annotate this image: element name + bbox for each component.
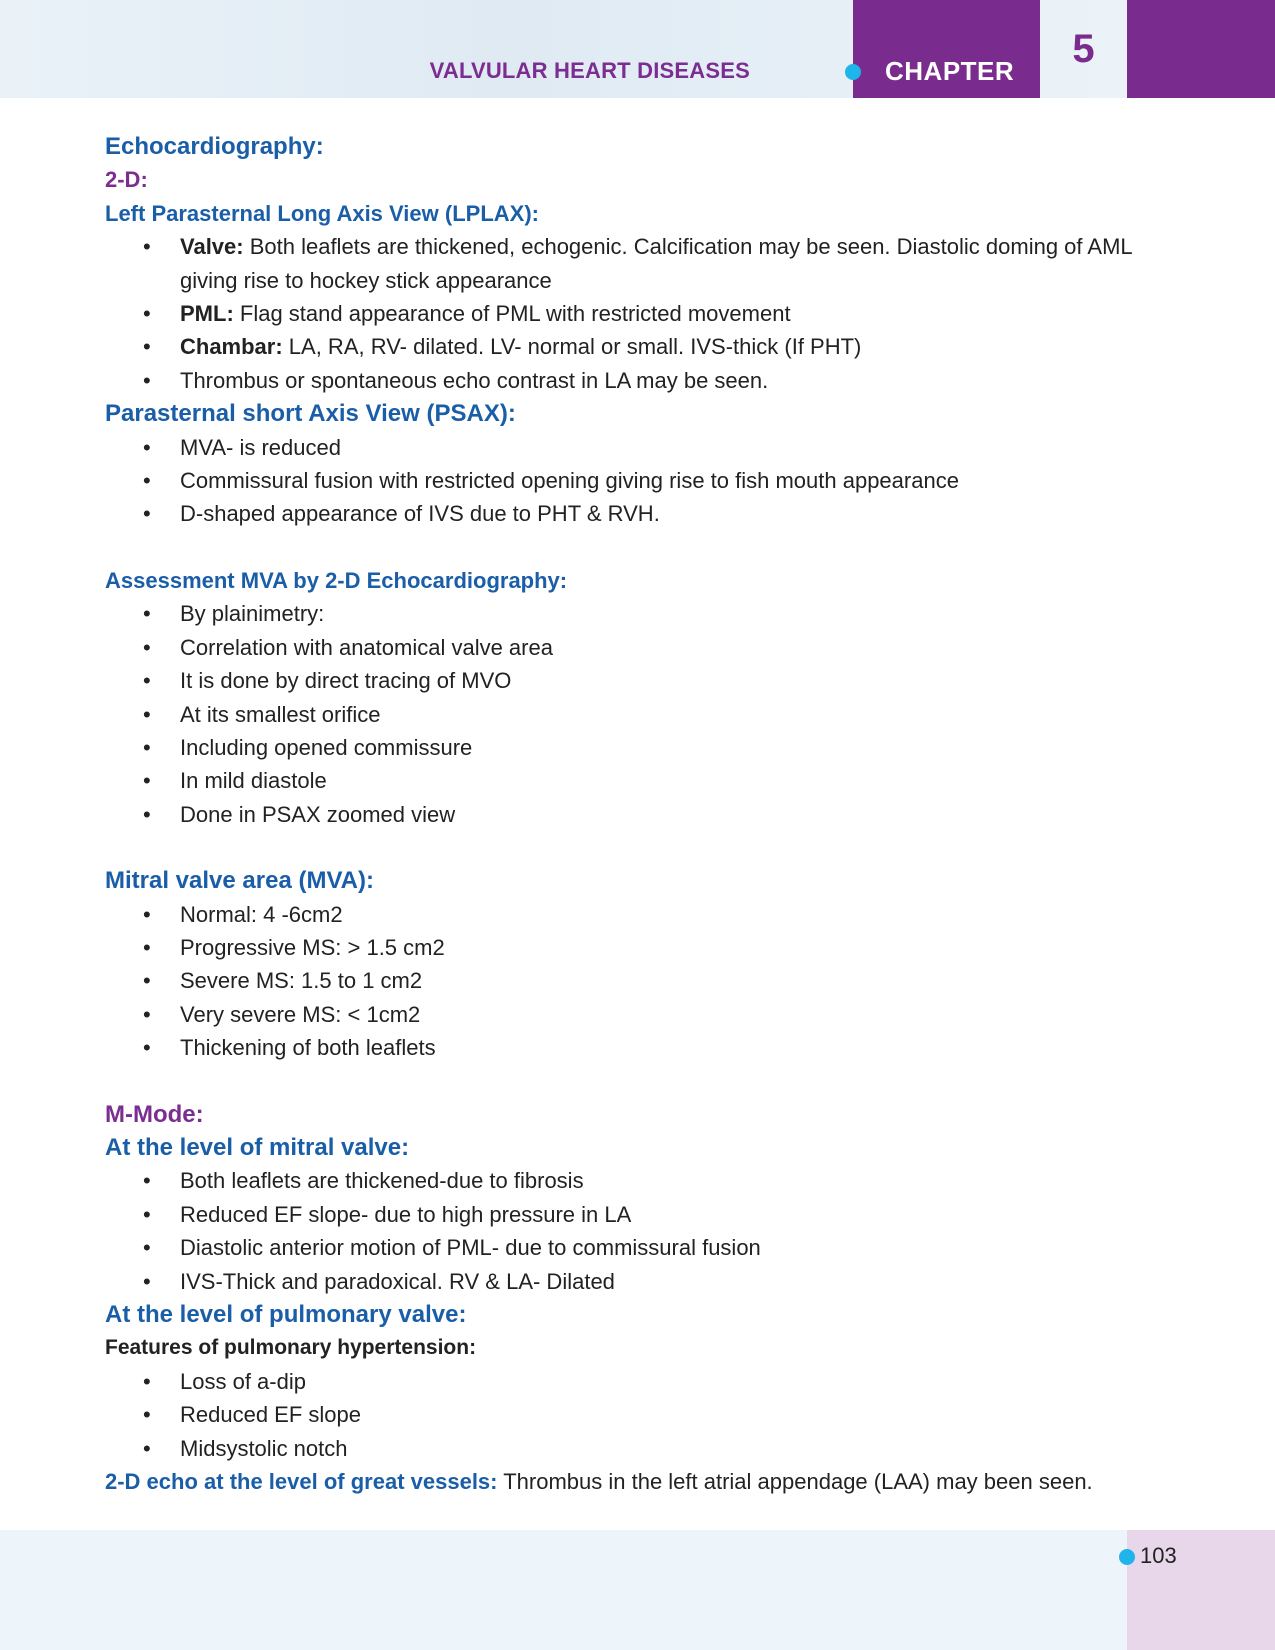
- list-item: • Loss of a-dip: [180, 1365, 1185, 1398]
- page-content: [105, 130, 1185, 1498]
- list-item: • By plainimetry:: [180, 597, 1185, 630]
- item-text: Thrombus or spontaneous echo contrast in LA may be seen.: [180, 367, 769, 393]
- lplax-heading: Left Parasternal Long Axis View (LPLAX):: [105, 200, 539, 226]
- spacer: [105, 831, 1185, 864]
- twod-heading: 2-D:: [105, 167, 148, 193]
- list-item: • Reduced EF slope- due to high pressure in LA: [180, 1198, 1185, 1231]
- item-label: PML:: [180, 301, 234, 327]
- assess-list: [105, 597, 1185, 831]
- page-footer: [0, 1530, 1275, 1650]
- list-item: • Correlation with anatomical valve area: [180, 631, 1185, 664]
- item-label: Valve:: [180, 234, 244, 260]
- list-item: • Commissural fusion with restricted opening giving rise to fish mouth appearance: [180, 464, 1185, 497]
- list-item: • Diastolic anterior motion of PML- due to commissural fusion: [180, 1231, 1185, 1264]
- list-item: [180, 330, 1185, 363]
- list-item: • Thickening of both leaflets: [180, 1031, 1185, 1064]
- page-header: [0, 0, 1275, 98]
- item-text: Both leaflets are thickened, echogenic. Calcification may be seen. Diastolic doming of AML giving rise to hockey stick appearance: [180, 234, 1132, 293]
- list-item: • Normal: 4 -6cm2: [180, 898, 1185, 931]
- chapter-label: CHAPTER: [885, 56, 1015, 86]
- list-item: • D-shaped appearance of IVS due to PHT & RVH.: [180, 497, 1185, 530]
- list-item: [180, 230, 1185, 297]
- chapter-number: 5: [1072, 26, 1095, 71]
- list-item: [180, 364, 1185, 397]
- great-vessels-label: 2-D echo at the level of great vessels:: [105, 1469, 498, 1495]
- item-text: Flag stand appearance of PML with restricted movement: [233, 301, 791, 327]
- spacer: [105, 1065, 1185, 1098]
- list-item: • In mild diastole: [180, 764, 1185, 797]
- chapter-bullet-dot: [845, 64, 861, 80]
- psax-list: [105, 431, 1185, 531]
- list-item: • It is done by direct tracing of MVO: [180, 664, 1185, 697]
- pht-list: [105, 1365, 1185, 1465]
- great-vessels-text: Thrombus in the left atrial appendage (LAA) may been seen.: [497, 1469, 1093, 1495]
- list-item: [180, 297, 1185, 330]
- list-item: • Very severe MS: < 1cm2: [180, 998, 1185, 1031]
- mva-list: [105, 898, 1185, 1065]
- mitral-level-heading: At the level of mitral valve:: [105, 1133, 410, 1161]
- item-text: LA, RA, RV- dilated. LV- normal or small. IVS-thick (If PHT): [282, 334, 862, 360]
- list-item: • Midsystolic notch: [180, 1432, 1185, 1465]
- running-title: VALVULAR HEART DISEASES: [429, 58, 750, 83]
- spacer: [105, 531, 1185, 564]
- mmode-heading: M-Mode:: [105, 1100, 204, 1128]
- mva-heading: Mitral valve area (MVA):: [105, 867, 374, 895]
- assess-heading: Assessment MVA by 2-D Echocardiography:: [105, 567, 568, 593]
- item-label: Chambar:: [180, 334, 283, 360]
- mitral-level-list: [105, 1164, 1185, 1298]
- psax-heading: Parasternal short Axis View (PSAX):: [105, 400, 516, 428]
- list-item: • Both leaflets are thickened-due to fibrosis: [180, 1164, 1185, 1197]
- list-item: • Reduced EF slope: [180, 1398, 1185, 1431]
- list-item: • Progressive MS: > 1.5 cm2: [180, 931, 1185, 964]
- lplax-list: [105, 230, 1185, 397]
- list-item: • MVA- is reduced: [180, 431, 1185, 464]
- great-vessels-line: [105, 1465, 1185, 1498]
- echo-heading: Echocardiography:: [105, 133, 324, 160]
- list-item: • Done in PSAX zoomed view: [180, 798, 1185, 831]
- list-item: • At its smallest orifice: [180, 698, 1185, 731]
- page-number: 103: [1140, 1543, 1177, 1568]
- list-item: • IVS-Thick and paradoxical. RV & LA- Dilated: [180, 1265, 1185, 1298]
- pht-heading: Features of pulmonary hypertension:: [105, 1336, 477, 1360]
- list-item: • Including opened commissure: [180, 731, 1185, 764]
- header-corner-block: [1127, 0, 1275, 98]
- page-number-dot: [1119, 1549, 1135, 1565]
- pulmonary-level-heading: At the level of pulmonary valve:: [105, 1301, 467, 1328]
- list-item: • Severe MS: 1.5 to 1 cm2: [180, 964, 1185, 997]
